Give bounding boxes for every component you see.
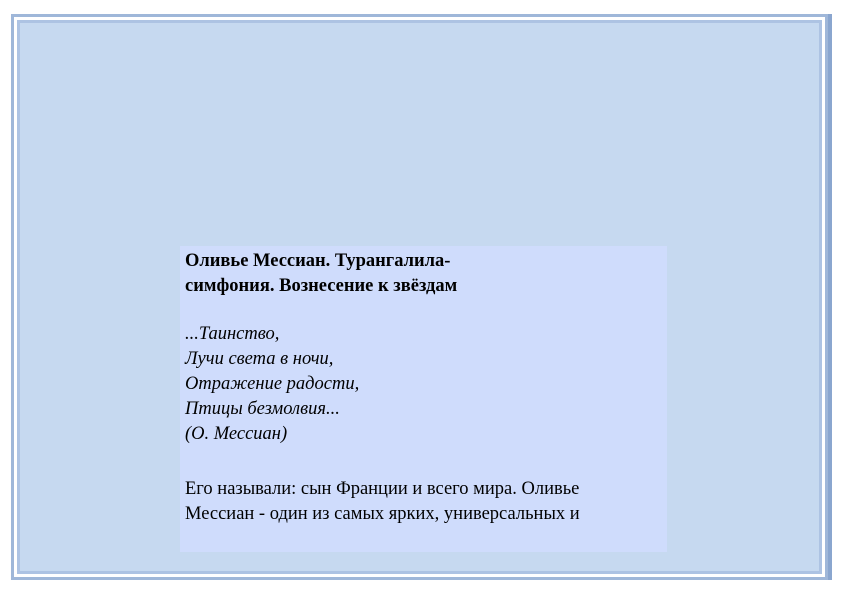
body-paragraph [185,477,667,527]
poem-attribution: (О. Мессиан) [185,424,288,444]
prose-line: Мессиан - один из самых ярких, универсальных и [185,504,580,524]
frame-shadow-edge [828,14,832,580]
poem-line: Птицы безмолвия... [185,399,340,419]
title-line: симфония. Вознесение к звёздам [185,276,458,296]
text-box[interactable] [180,246,667,552]
slide-title [185,249,667,299]
prose-line: Его называли: сын Франции и всего мира. Оливье [185,479,580,499]
poem-line: Отражение радости, [185,374,360,394]
poem-line: Лучи света в ночи, [185,349,334,369]
poem-epigraph [185,322,667,447]
title-line: Оливье Мессиан. Турангалила- [185,251,451,271]
poem-line: ...Таинство, [185,324,280,344]
